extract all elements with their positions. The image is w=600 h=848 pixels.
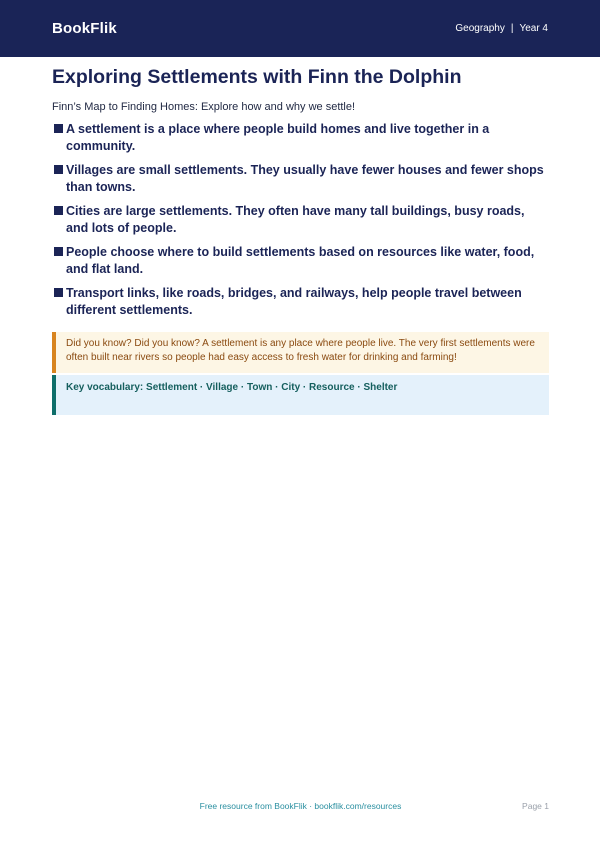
vocabulary-text: Key vocabulary: Settlement · Village · Town · City · Resource · Shelter [66,382,398,393]
callout-text: Did you know? Did you know? A settlement is any place where people live. The very first settlements were often built near rivers so people had easy access to fresh water for drinking and farming! [66,338,535,363]
page-subtitle: Finn’s Map to Finding Homes: Explore how and why we settle! [52,101,356,113]
key-point [52,121,549,155]
key-point [52,244,549,278]
page-number: Page 1 [522,801,549,811]
did-you-know-callout [52,332,549,373]
square-bullet-icon [54,206,63,215]
year-label: Year 4 [519,23,548,34]
square-bullet-icon [54,288,63,297]
subject-label: Geography [455,23,505,34]
footer-credit-link[interactable]: Free resource from BookFlik · bookflik.com/resources [199,801,402,811]
key-point [52,285,549,319]
square-bullet-icon [54,124,63,133]
square-bullet-icon [54,247,63,256]
key-points-list [52,121,549,319]
subject-meta [455,23,548,34]
key-point-text: Villages are small settlements. They usually have fewer houses and fewer shops than towns. [66,163,544,194]
square-bullet-icon [54,165,63,174]
page-title: Exploring Settlements with Finn the Dolphin [52,66,462,88]
page-header [0,0,600,57]
key-point [52,162,549,196]
brand-logo[interactable]: BookFlik [52,20,117,37]
meta-separator: | [510,23,514,34]
key-vocabulary-box [52,375,549,415]
page-footer [52,801,549,815]
key-point-text: People choose where to build settlements based on resources like water, food, and flat land. [66,245,535,276]
key-point-text: A settlement is a place where people build homes and live together in a community. [66,122,490,153]
key-point-text: Cities are large settlements. They often have many tall buildings, busy roads, and lots of people. [66,204,525,235]
worksheet-content [52,64,549,415]
key-point [52,203,549,237]
key-point-text: Transport links, like roads, bridges, and railways, help people travel between different settlements. [66,286,522,317]
